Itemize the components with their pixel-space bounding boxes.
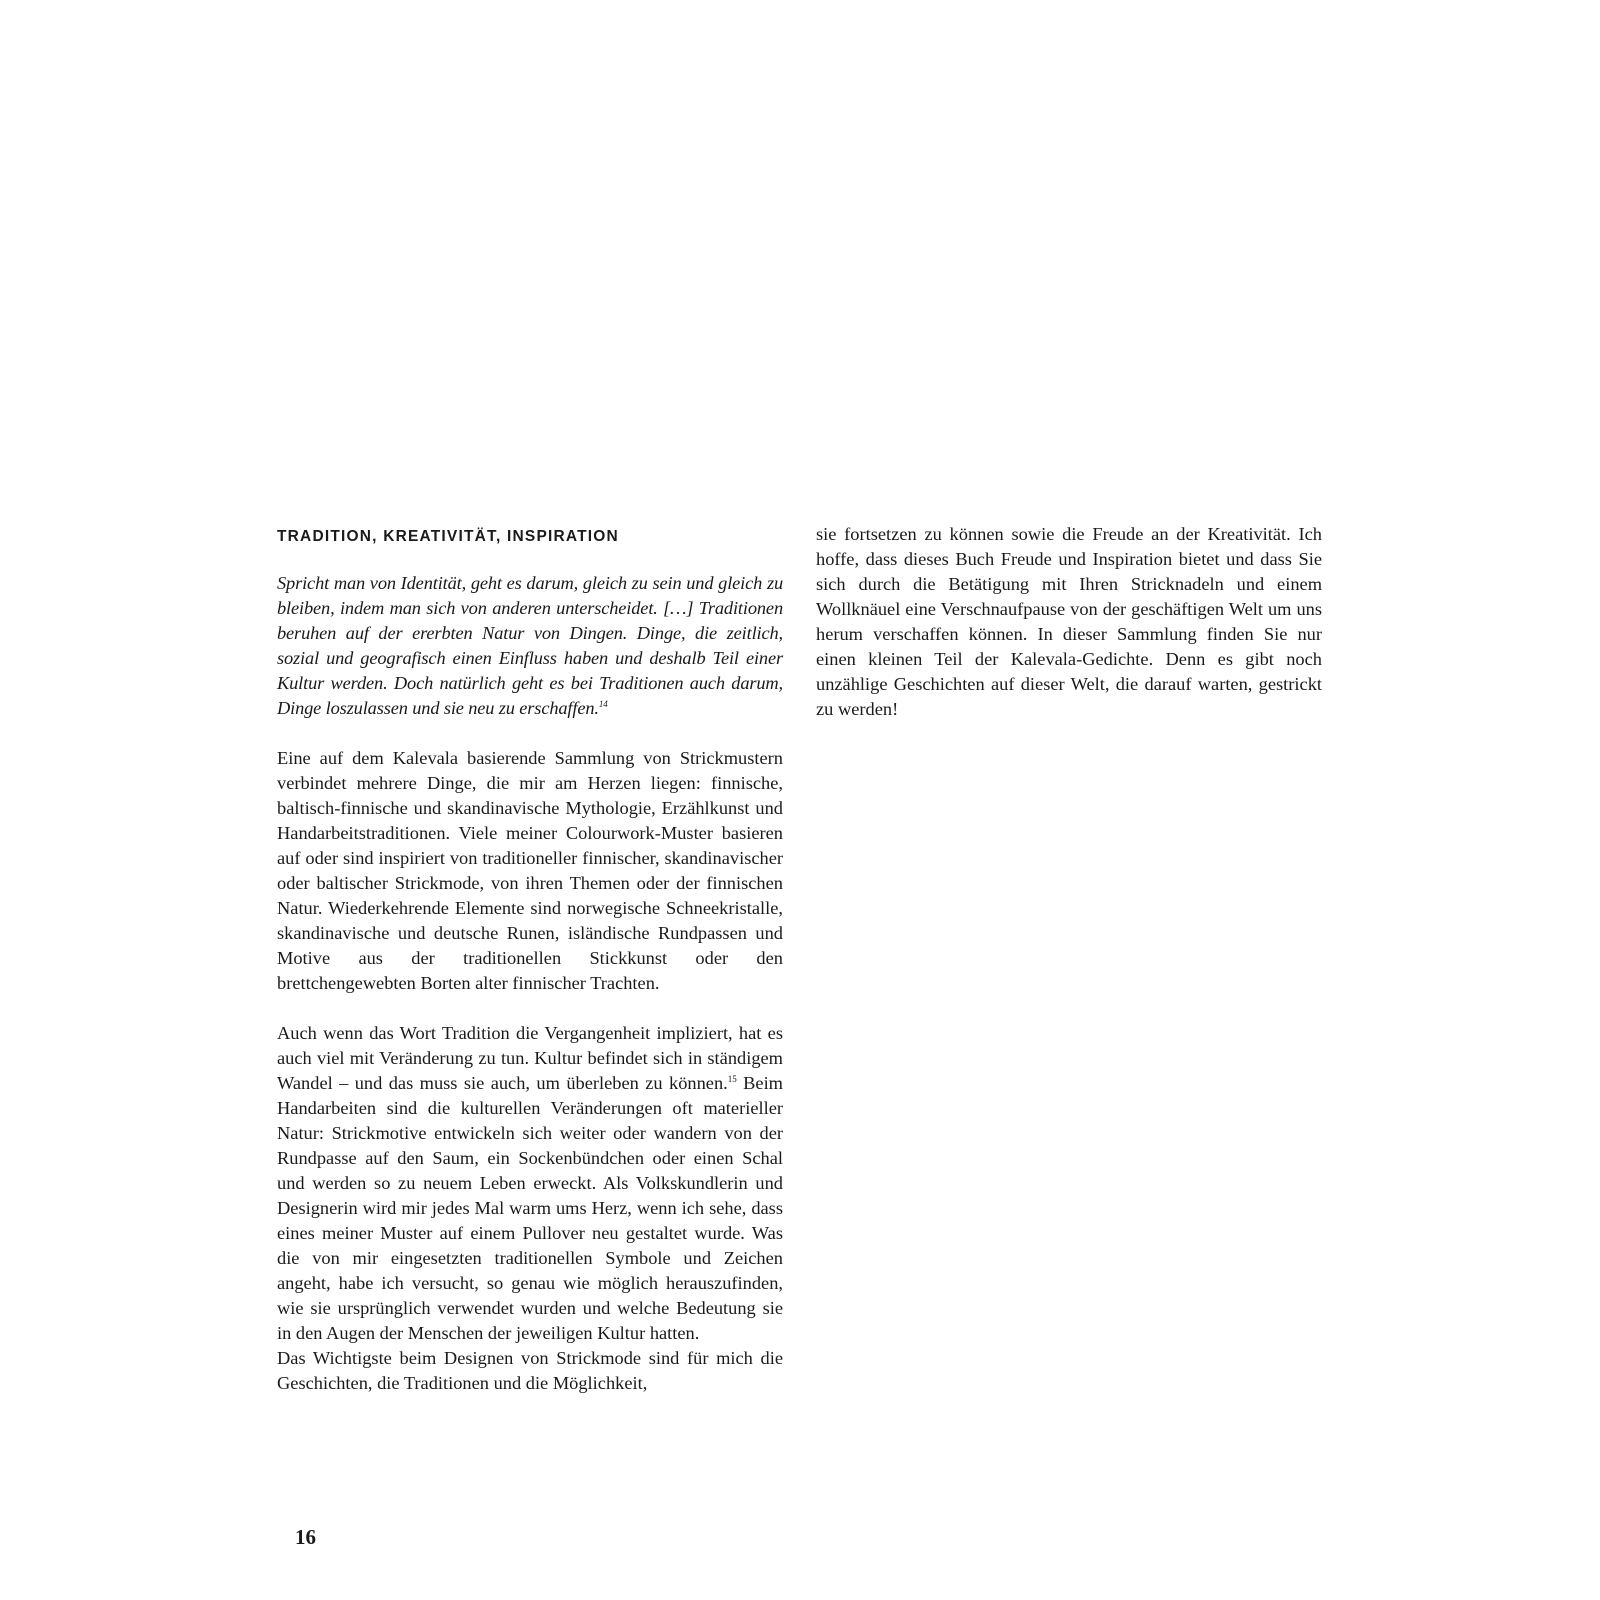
paragraph-text-part1: Auch wenn das Wort Tradition die Vergangenheit impliziert, hat es auch viel mit Veränderung zu tun. Kultur befindet sich in ständigem Wandel – und das muss sie auch, um überleben zu können. <box>277 1023 783 1093</box>
paragraph-kalevala-collection: Eine auf dem Kalevala basierende Sammlung von Strickmustern verbindet mehrere Dinge, die mir am Herzen liegen: finnische, baltisch-finnische und skandinavische Mythologie, Erzählkunst und Handarbeitstraditionen. Viele meiner Colourwork-Muster basieren auf oder sind inspiriert von traditioneller finnischer, skandinavischer oder baltischer Strickmode, von ihren Themen oder der finnischen Natur. Wiederkehrende Elemente sind norwegische Schneekristalle, skandinavische und deutsche Runen, isländische Rundpassen und Motive aus der traditionellen Stickkunst oder den brettchengewebten Borten alter finnischer Trachten. <box>277 748 783 993</box>
paragraph-design-importance-start: Das Wichtigste beim Designen von Strickmode sind für mich die Geschichten, die Traditionen und die Möglichkeit, <box>277 1348 783 1393</box>
right-column <box>816 522 1322 722</box>
paragraph-design-importance-continued: sie fortsetzen zu können sowie die Freude an der Kreativität. Ich hoffe, dass dieses Buch Freude und Inspiration bietet und dass Sie sich durch die Betätigung mit Ihren Stricknadeln und einem Wollknäuel eine Verschnaufpause von der geschäftigen Welt um uns herum verschaffen können. In dieser Sammlung finden Sie nur einen kleinen Teil der Kalevala-Gedichte. Denn es gibt noch unzählige Geschichten auf dieser Welt, die darauf warten, gestrickt zu werden! <box>816 524 1322 719</box>
footnote-marker-15: 15 <box>727 1074 737 1084</box>
quote-text: Spricht man von Identität, geht es darum, gleich zu sein und gleich zu bleiben, indem man sich von anderen unterscheidet. […] Traditionen beruhen auf der ererbten Natur von Dingen. Dinge, die zeitlich, sozial und geografisch einen Einfluss haben und deshalb Teil einer Kultur werden. Doch natürlich geht es bei Traditionen auch darum, Dinge loszulassen und sie neu zu erschaffen. <box>277 573 783 718</box>
page-number: 16 <box>295 1525 316 1549</box>
paragraph-tradition-change <box>277 1021 783 1346</box>
left-column <box>277 527 783 1396</box>
footnote-marker-14: 14 <box>598 699 608 709</box>
intro-quote <box>277 571 783 721</box>
section-heading: TRADITION, KREATIVITÄT, INSPIRATION <box>277 528 619 545</box>
paragraph-text-part2: Beim Handarbeiten sind die kulturellen Veränderungen oft materieller Natur: Strickmotive entwickeln sich weiter oder wandern von der Rundpasse auf den Saum, ein Sockenbündchen oder einen Schal und werden so zu neuem Leben erweckt. Als Volkskundlerin und Designerin wird mir jedes Mal warm ums Herz, wenn ich sehe, dass eines meiner Muster auf einem Pullover neu gestaltet wurde. Was die von mir eingesetzten traditionellen Symbole und Zeichen angeht, habe ich versucht, so genau wie möglich herauszufinden, wie sie ursprünglich verwendet wurden und welche Bedeutung sie in den Augen der Menschen der jeweiligen Kultur hatten. <box>277 1073 783 1343</box>
